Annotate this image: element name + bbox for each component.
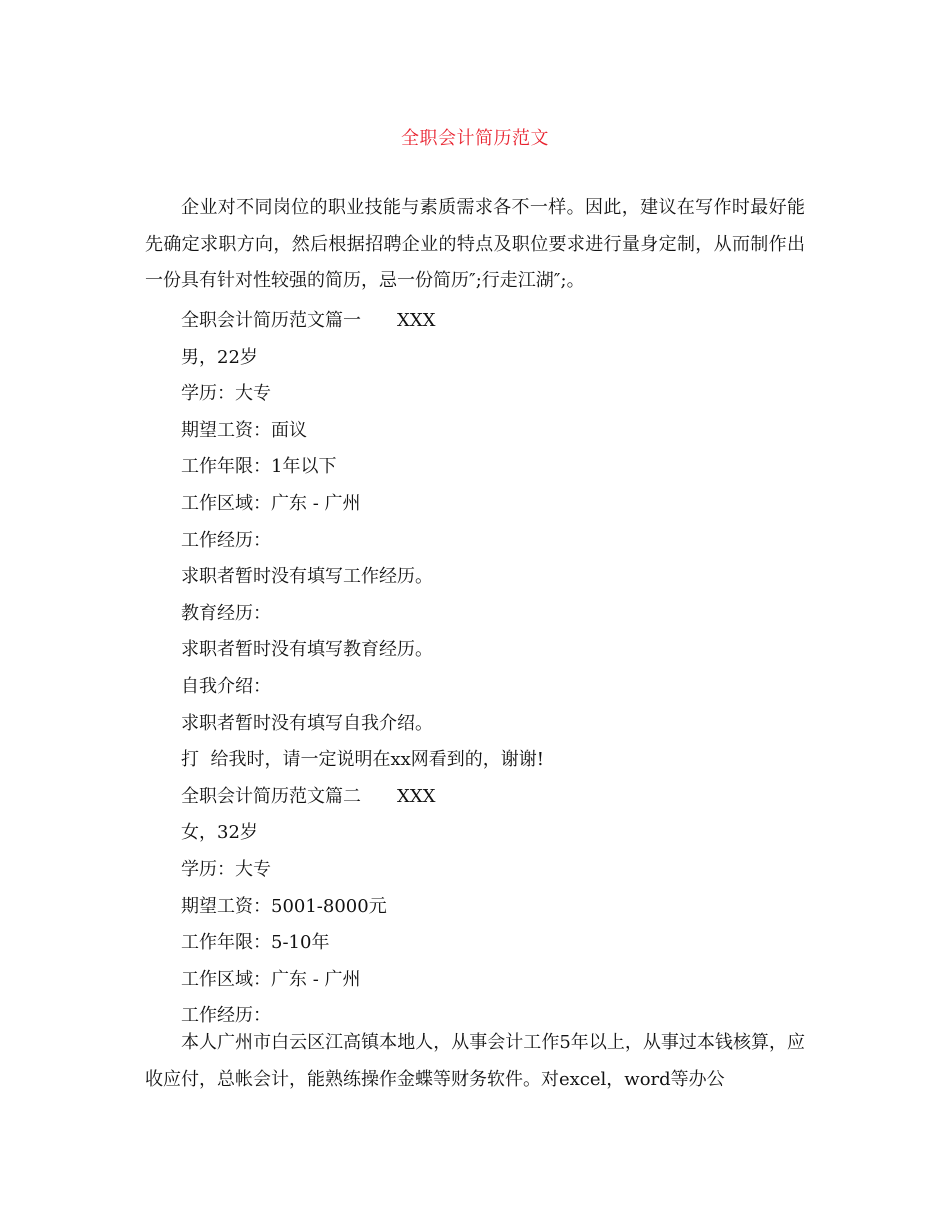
resume1-salary: 期望工资：面议 [181,419,307,441]
document-title: 全职会计简历范文 [401,128,549,149]
resume2-years: 工作年限：5-10年 [181,932,330,954]
resume1-edu-label: 教育经历： [181,602,271,624]
resume2-heading: 全职会计简历范文篇二 [181,785,361,807]
resume1-heading-line [181,303,544,340]
resume1-education: 学历：大专 [181,383,271,405]
resume1-work-label: 工作经历： [181,529,271,551]
resume1-edu-text: 求职者暂时没有填写教育经历。 [181,639,433,661]
resume1-years: 工作年限：1年以下 [181,456,337,478]
resume1-work-text: 求职者暂时没有填写工作经历。 [181,566,433,588]
resume2-heading-line [181,779,544,816]
resume1-heading: 全职会计简历范文篇一 [181,310,361,331]
resume1-self-label: 自我介绍： [181,675,271,697]
resume1-region: 工作区域：广东 - 广州 [181,492,361,514]
resume2-name: XXX [397,785,436,807]
intro-paragraph: 企业对不同岗位的职业技能与素质需求各不一样。因此，建议在写作时最好能先确定求职方向，然后根据招聘企业的特点及职位要求进行量身定制，从而制作出一份具有针对性较强的简历，忌一份简历″;行走江湖″;。 [145,197,805,291]
resume2-work-text: 本人广州市白云区江高镇本地人，从事会计工作5年以上，从事过本钱核算，应收应付，总帐会计，能熟练操作金蝶等财务软件。对excel，word等办公 [145,1032,805,1090]
resume1-self-text: 求职者暂时没有填写自我介绍。 [181,712,433,734]
resume1-name: XXX [397,310,436,331]
resume2-salary: 期望工资：5001-8000元 [181,895,387,917]
resume2-region: 工作区域：广东 - 广州 [181,968,361,990]
resume2-gender-age: 女，32岁 [181,822,258,844]
resume-lines [181,303,544,1035]
resume1-contact-note: 打 给我时，请一定说明在xx网看到的，谢谢! [181,749,544,771]
resume2-work-label: 工作经历： [181,1005,271,1027]
resume2-education: 学历：大专 [181,858,271,880]
resume1-gender-age: 男，22岁 [181,346,258,368]
